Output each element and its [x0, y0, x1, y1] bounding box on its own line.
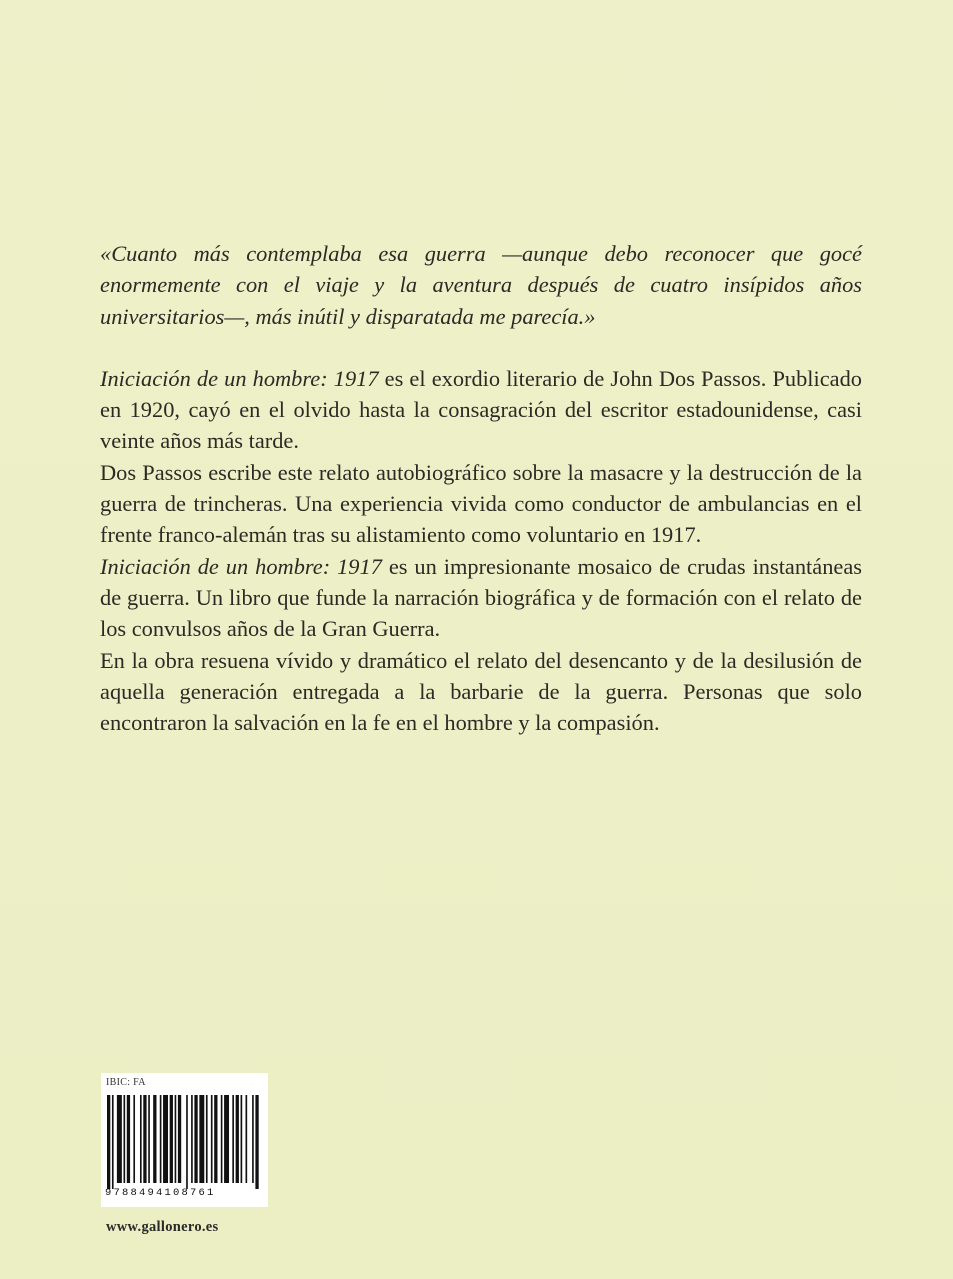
publisher-website: www.gallonero.es [106, 1219, 219, 1235]
paragraph-3-text: es un impresionante mosaico de crudas instantáneas de guerra. Un libro que funde la narración biográfica y de formación con el relato de los convulsos años de la Gran Guerra. [100, 553, 862, 642]
barcode-bar [232, 1095, 234, 1183]
barcode [101, 1073, 268, 1207]
barcode-bar [224, 1095, 229, 1183]
paragraph-3 [100, 551, 862, 645]
barcode-bar [214, 1095, 217, 1183]
bic-label: IBIC: FA [106, 1077, 146, 1088]
book-title-italic: Iniciación de un hombre: 1917 [100, 365, 379, 391]
barcode-bar [191, 1095, 193, 1183]
barcode-bar [186, 1095, 188, 1189]
barcode-bar [112, 1095, 114, 1189]
barcode-bar [143, 1095, 146, 1183]
paragraph-2: Dos Passos escribe este relato autobiográfico sobre la masacre y la destrucción de la guerra de trincheras. Una experiencia vivida como conductor de ambulancias en el frente franco-alemán tras su alistamiento como voluntario en 1917. [100, 459, 862, 548]
epigraph-quote: «Cuanto más contemplaba esa guerra —aunque debo reconocer que gocé enormemente con el viaje y la aventura después de cuatro insípidos años universitarios—, más inútil y disparatada me parecía.» [100, 241, 862, 329]
barcode-bar [163, 1095, 168, 1183]
barcode-bar [206, 1095, 208, 1183]
book-title-italic: Iniciación de un hombre: 1917 [100, 553, 382, 579]
barcode-bar [148, 1095, 150, 1183]
barcode-bar [127, 1095, 130, 1183]
barcode-bar [241, 1095, 243, 1183]
barcode-bar [252, 1095, 254, 1183]
barcode-bar [178, 1095, 181, 1183]
barcode-bar [140, 1095, 142, 1183]
barcode-bar [199, 1095, 204, 1183]
barcode-bars [107, 1095, 262, 1189]
barcode-bar [236, 1095, 239, 1183]
barcode-bar [246, 1095, 248, 1183]
barcode-bar [123, 1095, 125, 1183]
barcode-bar [194, 1095, 197, 1183]
barcode-bar [107, 1095, 110, 1189]
blurb-text [100, 238, 862, 738]
barcode-bar [221, 1095, 223, 1183]
paragraph-1 [100, 363, 862, 457]
paragraph-4: En la obra resuena vívido y dramático el relato del desencanto y de la desilusión de aquella generación entregada a la barbarie de la guerra. Personas que solo encontraron la salvación en la fe en el hombre y la compasión. [100, 647, 862, 736]
barcode-bar [255, 1095, 258, 1189]
paragraph-1-text: es el exordio literario de John Dos Passos. Publicado en 1920, cayó en el olvido hasta la consagración del escritor estadounidense, casi veinte años más tarde. [100, 365, 863, 454]
barcode-bar [133, 1095, 135, 1183]
barcode-bar [117, 1095, 122, 1183]
barcode-bar [211, 1095, 213, 1183]
barcode-bar [175, 1095, 177, 1183]
isbn-digits: 9788494108761 [105, 1187, 216, 1199]
barcode-bar [160, 1095, 162, 1183]
barcode-bar [153, 1095, 156, 1183]
barcode-bar [170, 1095, 173, 1183]
